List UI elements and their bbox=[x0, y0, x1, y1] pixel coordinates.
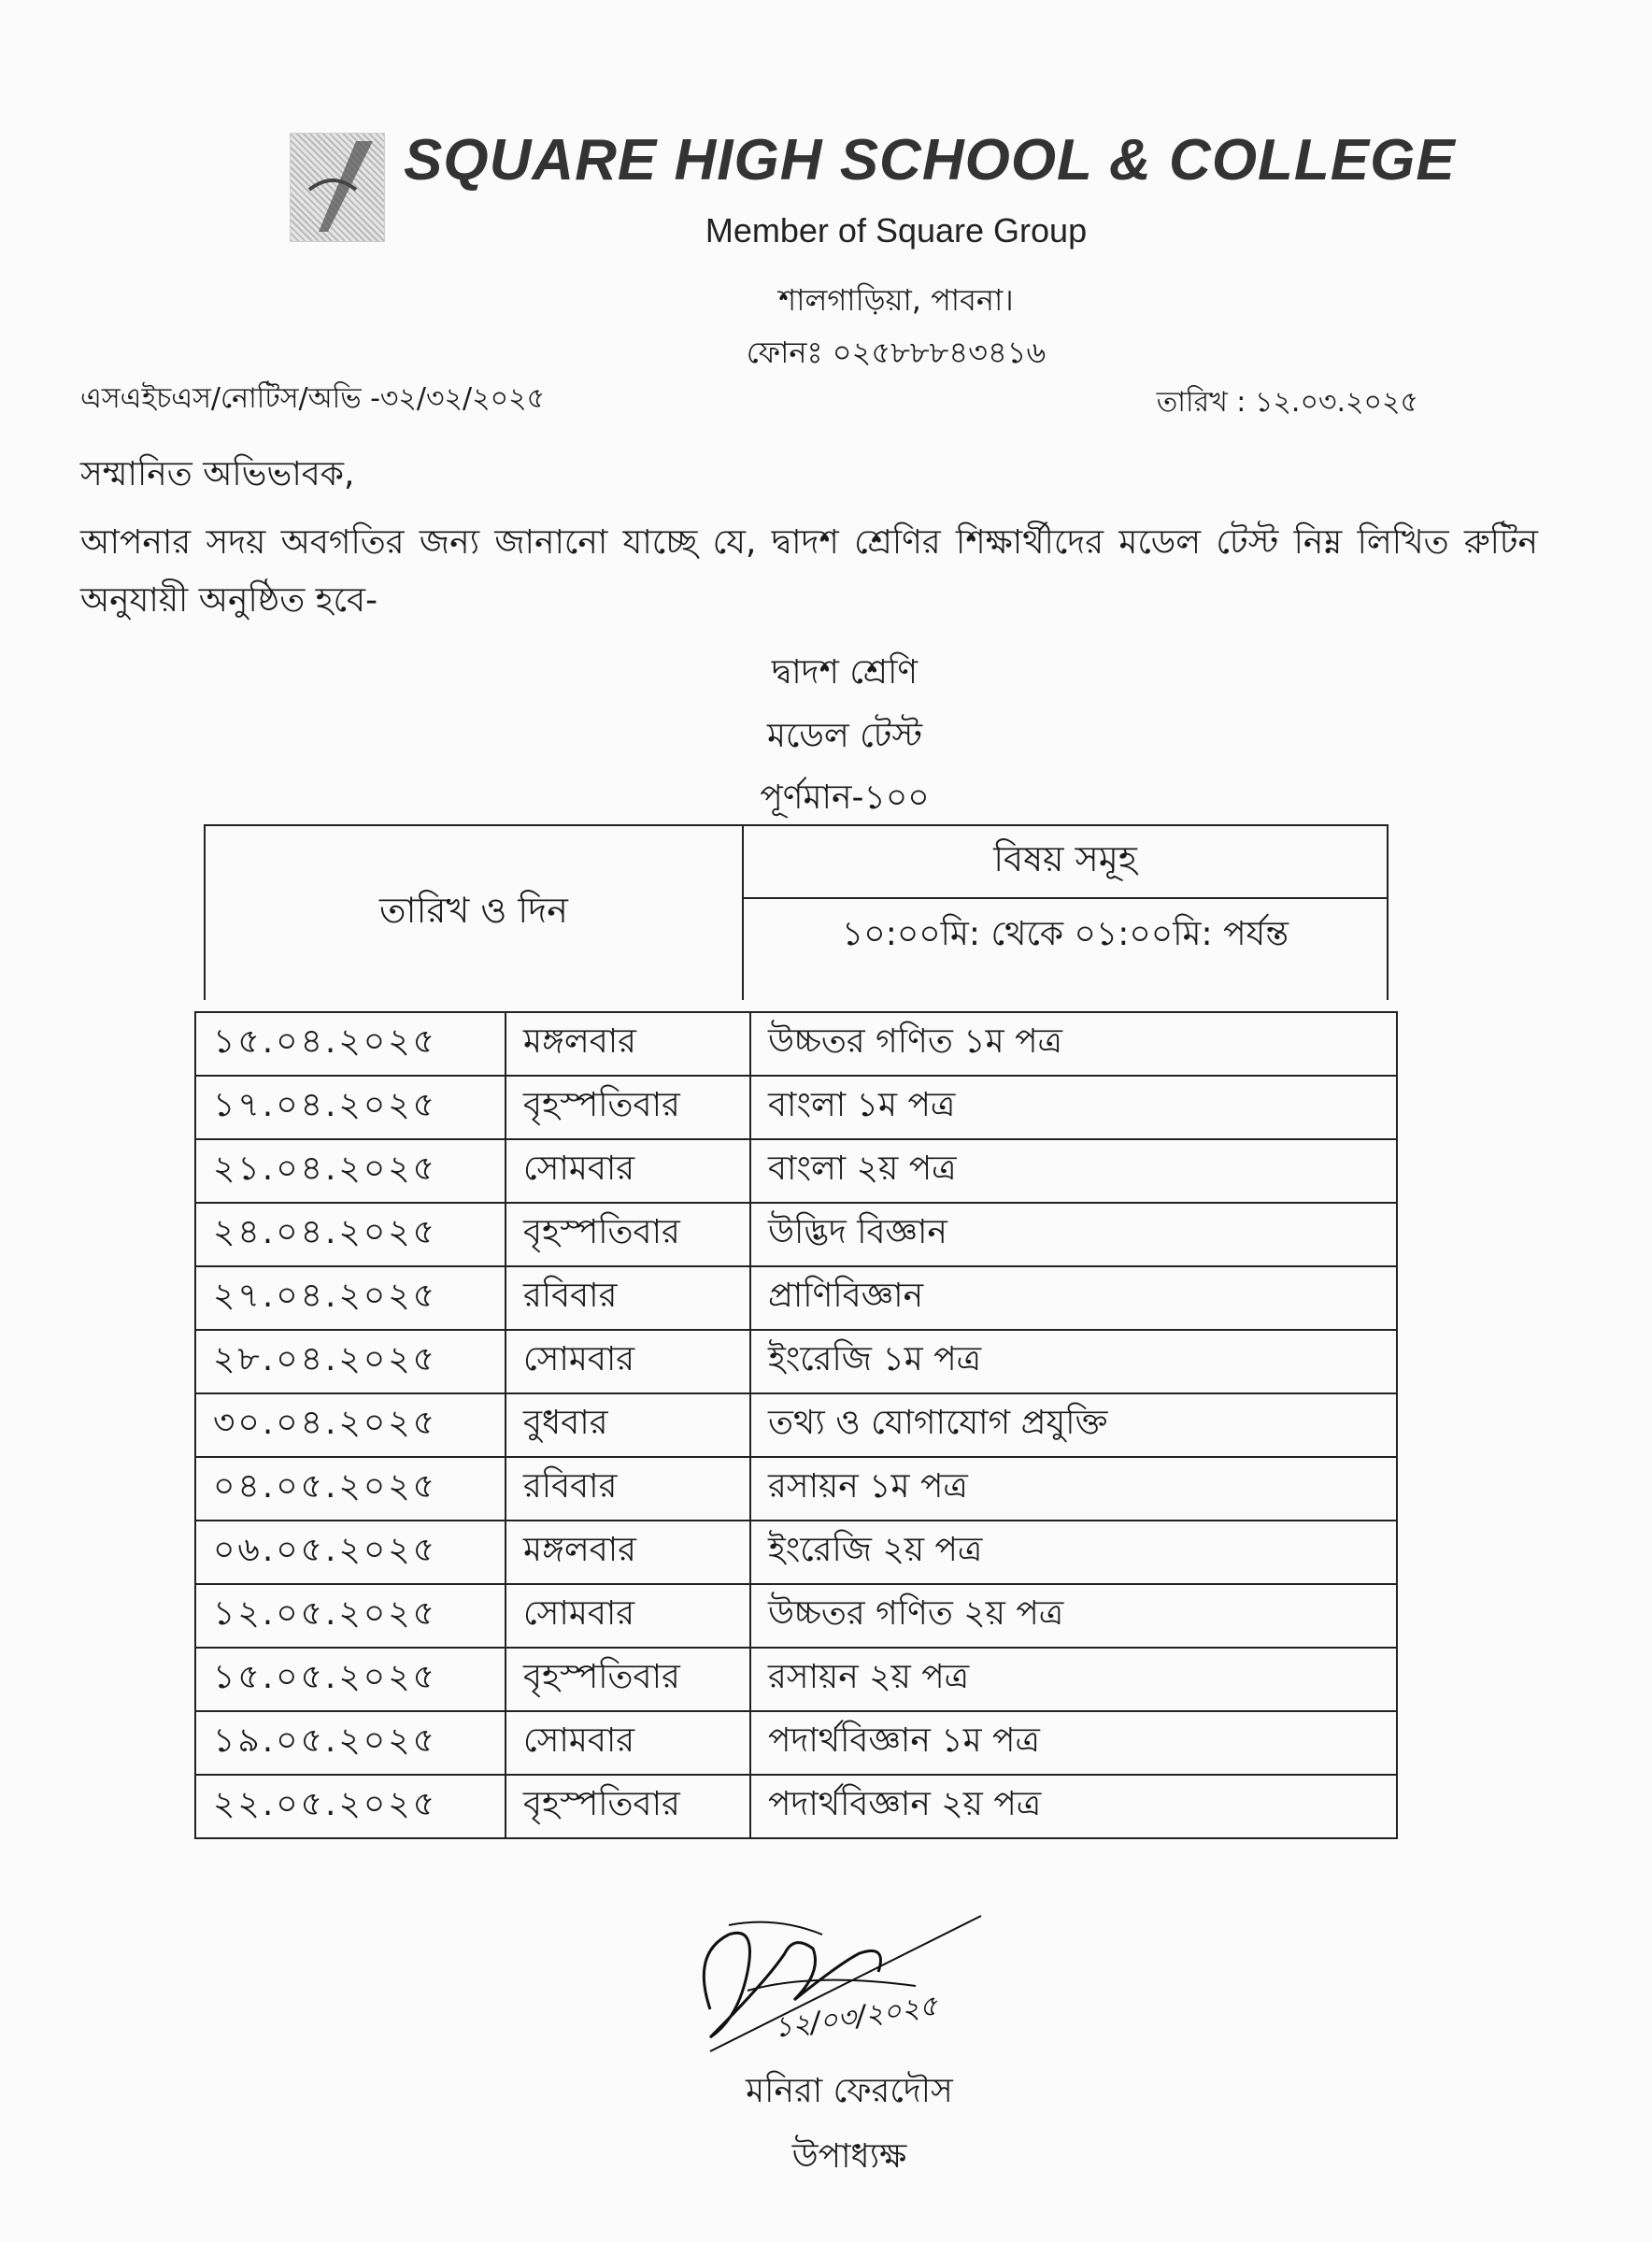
exam-date: ২১.০৪.২০২৫ bbox=[195, 1139, 506, 1203]
exam-subject: রসায়ন ১ম পত্র bbox=[750, 1457, 1397, 1521]
routine-row bbox=[195, 1457, 1397, 1521]
exam-date: ৩০.০৪.২০২৫ bbox=[195, 1393, 506, 1457]
exam-day: বৃহস্পতিবার bbox=[506, 1203, 750, 1266]
full-marks: পূর্ণমান-১০০ bbox=[760, 778, 930, 817]
class-heading: দ্বাদশ শ্রেণি bbox=[771, 653, 919, 692]
exam-date: ২৮.০৪.২০২৫ bbox=[195, 1330, 506, 1393]
routine-row bbox=[195, 1330, 1397, 1393]
exam-day: বৃহস্পতিবার bbox=[506, 1076, 750, 1139]
notice-body: আপনার সদয় অবগতির জন্য জানানো যাচ্ছে যে, দ্বাদশ শ্রেণির শিক্ষার্থীদের মডেল টেস্ট নিম্ন লিখিত রুটিন অনুযায়ী অনুষ্ঠিত হবে- bbox=[80, 523, 1538, 620]
routine-row bbox=[195, 1012, 1397, 1076]
routine-row bbox=[195, 1139, 1397, 1203]
routine-row bbox=[195, 1584, 1397, 1648]
svg-text:১২/০৩/২০২৫: ১২/০৩/২০২৫ bbox=[772, 1989, 940, 2045]
routine-rows bbox=[194, 1011, 1398, 1839]
memo-reference: এসএইচএস/নোটিস/অভি -৩২/৩২/২০২৫ bbox=[80, 382, 546, 415]
routine-row bbox=[195, 1393, 1397, 1457]
signatory-name: মনিরা ফেরদৌস bbox=[746, 2072, 953, 2110]
routine-row bbox=[195, 1266, 1397, 1330]
exam-day: সোমবার bbox=[506, 1711, 750, 1775]
school-address: শালগাড়িয়া, পাবনা। bbox=[778, 282, 1014, 318]
signature-image bbox=[673, 1897, 990, 2056]
exam-subject: উদ্ভিদ বিজ্ঞান bbox=[750, 1203, 1397, 1266]
exam-subject: পদার্থবিজ্ঞান ১ম পত্র bbox=[750, 1711, 1397, 1775]
exam-subject: বাংলা ২য় পত্র bbox=[750, 1139, 1397, 1203]
exam-day: সোমবার bbox=[506, 1584, 750, 1648]
exam-day: মঙ্গলবার bbox=[506, 1521, 750, 1584]
exam-date: ১৯.০৫.২০২৫ bbox=[195, 1711, 506, 1775]
exam-day: রবিবার bbox=[506, 1457, 750, 1521]
exam-subject: তথ্য ও যোগাযোগ প্রযুক্তি bbox=[750, 1393, 1397, 1457]
exam-date: ০৬.০৫.২০২৫ bbox=[195, 1521, 506, 1584]
exam-day: রবিবার bbox=[506, 1266, 750, 1330]
exam-subject: ইংরেজি ১ম পত্র bbox=[750, 1330, 1397, 1393]
exam-day: বৃহস্পতিবার bbox=[506, 1775, 750, 1838]
exam-subject: রসায়ন ২য় পত্র bbox=[750, 1648, 1397, 1711]
routine-row bbox=[195, 1648, 1397, 1711]
exam-subject: প্রাণিবিজ্ঞান bbox=[750, 1266, 1397, 1330]
exam-day: সোমবার bbox=[506, 1139, 750, 1203]
exam-date: ১৫.০৪.২০২৫ bbox=[195, 1012, 506, 1076]
school-phone: ফোনঃ ০২৫৮৮৮৪৩৪১৬ bbox=[746, 335, 1047, 370]
salutation: সম্মানিত অভিভাবক, bbox=[80, 455, 355, 493]
exam-date: ২৭.০৪.২০২৫ bbox=[195, 1266, 506, 1330]
exam-date: ২২.০৫.২০২৫ bbox=[195, 1775, 506, 1838]
exam-day: মঙ্গলবার bbox=[506, 1012, 750, 1076]
header-date-day: তারিখ ও দিন bbox=[206, 826, 744, 1000]
header-exam-time: ১০:০০মি: থেকে ০১:০০মি: পর্যন্ত bbox=[841, 915, 1289, 953]
routine-row bbox=[195, 1775, 1397, 1838]
header-subjects: বিষয় সমূহ bbox=[744, 826, 1387, 899]
exam-day: বৃহস্পতিবার bbox=[506, 1648, 750, 1711]
exam-heading: মডেল টেস্ট bbox=[766, 717, 923, 755]
notice-date: তারিখ : ১২.০৩.২০২৫ bbox=[1156, 386, 1418, 419]
exam-date: ১২.০৫.২০২৫ bbox=[195, 1584, 506, 1648]
routine-row bbox=[195, 1711, 1397, 1775]
exam-day: বুধবার bbox=[506, 1393, 750, 1457]
exam-date: ১৫.০৫.২০২৫ bbox=[195, 1648, 506, 1711]
routine-header bbox=[204, 824, 1389, 1000]
exam-subject: পদার্থবিজ্ঞান ২য় পত্র bbox=[750, 1775, 1397, 1838]
school-name: SQUARE HIGH SCHOOL & COLLEGE bbox=[404, 128, 1456, 193]
exam-routine-table bbox=[194, 824, 1398, 1839]
exam-subject: উচ্চতর গণিত ১ম পত্র bbox=[750, 1012, 1397, 1076]
exam-date: ১৭.০৪.২০২৫ bbox=[195, 1076, 506, 1139]
exam-subject: বাংলা ১ম পত্র bbox=[750, 1076, 1397, 1139]
exam-subject: ইংরেজি ২য় পত্র bbox=[750, 1521, 1397, 1584]
routine-row bbox=[195, 1203, 1397, 1266]
exam-date: ২৪.০৪.২০২৫ bbox=[195, 1203, 506, 1266]
signatory-title: উপাধ্যক্ষ bbox=[791, 2137, 907, 2176]
exam-date: ০৪.০৫.২০২৫ bbox=[195, 1457, 506, 1521]
routine-row bbox=[195, 1076, 1397, 1139]
exam-day: সোমবার bbox=[506, 1330, 750, 1393]
member-of-group: Member of Square Group bbox=[705, 211, 1088, 250]
exam-subject: উচ্চতর গণিত ২য় পত্র bbox=[750, 1584, 1397, 1648]
routine-row bbox=[195, 1521, 1397, 1584]
